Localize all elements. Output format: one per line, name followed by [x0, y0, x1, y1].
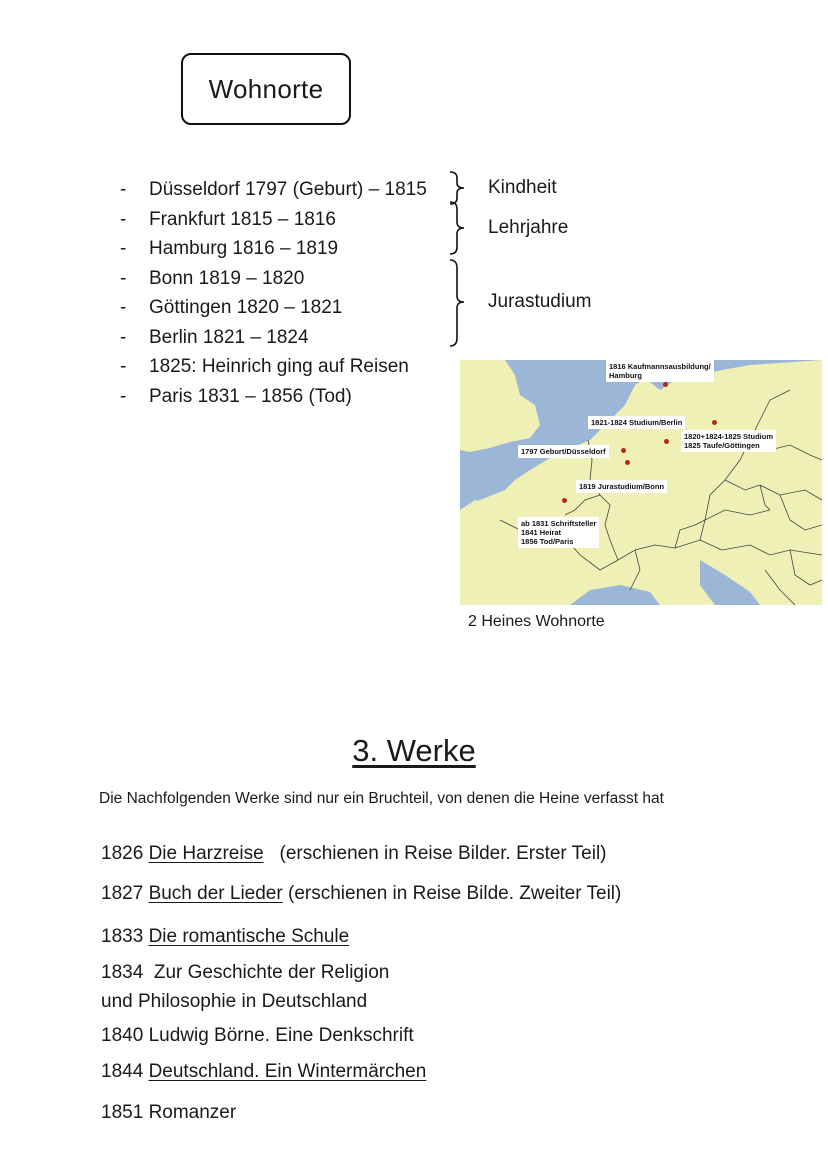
map-label-berlin: 1821-1824 Studium/Berlin	[588, 416, 685, 429]
marker-hamburg	[663, 382, 668, 387]
marker-paris	[562, 498, 567, 503]
marker-duesseldorf	[621, 448, 626, 453]
work-item: 1844 Deutschland. Ein Wintermärchen	[101, 1061, 427, 1082]
label-lehrjahre: Lehrjahre	[488, 217, 569, 238]
map-label-goettingen: 1820+1824-1825 Studium 1825 Taufe/Göttingen	[681, 430, 776, 452]
residence-map	[460, 360, 822, 605]
work-item: 1834 Zur Geschichte der Religion und Philosophie in Deutschland	[101, 962, 390, 1012]
work-item: 1826 Die Harzreise (erschienen in Reise Bilder. Erster Teil)	[101, 843, 607, 864]
title-text: Wohnorte	[208, 73, 324, 104]
brace-jurastudium	[448, 258, 470, 348]
section-title-werke: 3. Werke	[352, 733, 476, 768]
map-label-duesseldorf: 1797 Geburt/Düsseldorf	[518, 445, 609, 458]
marker-berlin	[712, 420, 717, 425]
works-intro: Die Nachfolgenden Werke sind nur ein Bruchteil, von denen die Heine verfasst hat	[99, 790, 664, 807]
work-item: 1833 Die romantische Schule	[101, 926, 350, 947]
map-label-paris: ab 1831 Schriftsteller 1841 Heirat 1856 Tod/Paris	[518, 517, 599, 548]
work-item: 1851 Romanzer	[101, 1102, 237, 1123]
marker-goettingen	[664, 439, 669, 444]
work-item: 1827 Buch der Lieder (erschienen in Reise Bilde. Zweiter Teil)	[101, 883, 622, 904]
section-title-wohnorte	[181, 53, 351, 125]
label-jurastudium: Jurastudium	[488, 291, 592, 312]
label-kindheit: Kindheit	[488, 177, 557, 198]
marker-bonn	[625, 460, 630, 465]
map-caption: 2 Heines Wohnorte	[468, 613, 605, 630]
map-label-bonn: 1819 Jurastudium/Bonn	[576, 480, 667, 493]
map-label-hamburg: 1816 Kaufmannsausbildung/ Hamburg	[606, 360, 714, 382]
brace-lehrjahre	[448, 200, 470, 256]
work-item: 1840 Ludwig Börne. Eine Denkschrift	[101, 1025, 414, 1046]
